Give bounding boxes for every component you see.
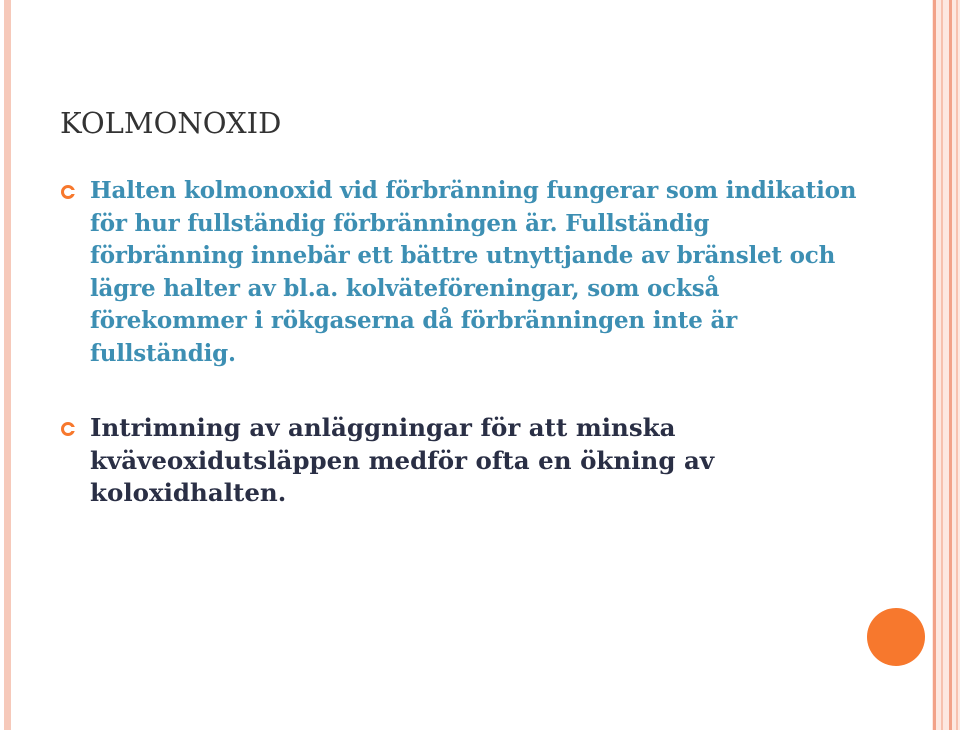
bullet-item <box>60 412 860 510</box>
left-decorative-stripe <box>4 0 11 730</box>
right-decorative-line <box>956 0 958 730</box>
orange-circle-decoration <box>867 608 925 666</box>
slide-title: KOLMONOXID <box>60 106 282 140</box>
ring-bullet-icon <box>60 184 76 200</box>
ring-bullet-icon <box>60 421 76 437</box>
bullet-item <box>60 175 860 370</box>
bullet-text: Halten kolmonoxid vid förbränning fungerar som indikation för hur fullständig förbränningen är. Fullständig förbränning innebär ett bättre utnyttjande av bränslet och lägre halter av bl.a. kolväteföreningar, som också förekommer i rökgaserna då förbränningen inte är fullständig. <box>90 177 857 367</box>
right-decorative-line <box>949 0 952 730</box>
right-decorative-line <box>933 0 936 730</box>
right-decorative-line <box>941 0 943 730</box>
bullet-list <box>60 175 860 510</box>
bullet-text: Intrimning av anläggningar för att minska kväveoxidutsläppen medför ofta en ökning av koloxidhalten. <box>90 413 715 507</box>
